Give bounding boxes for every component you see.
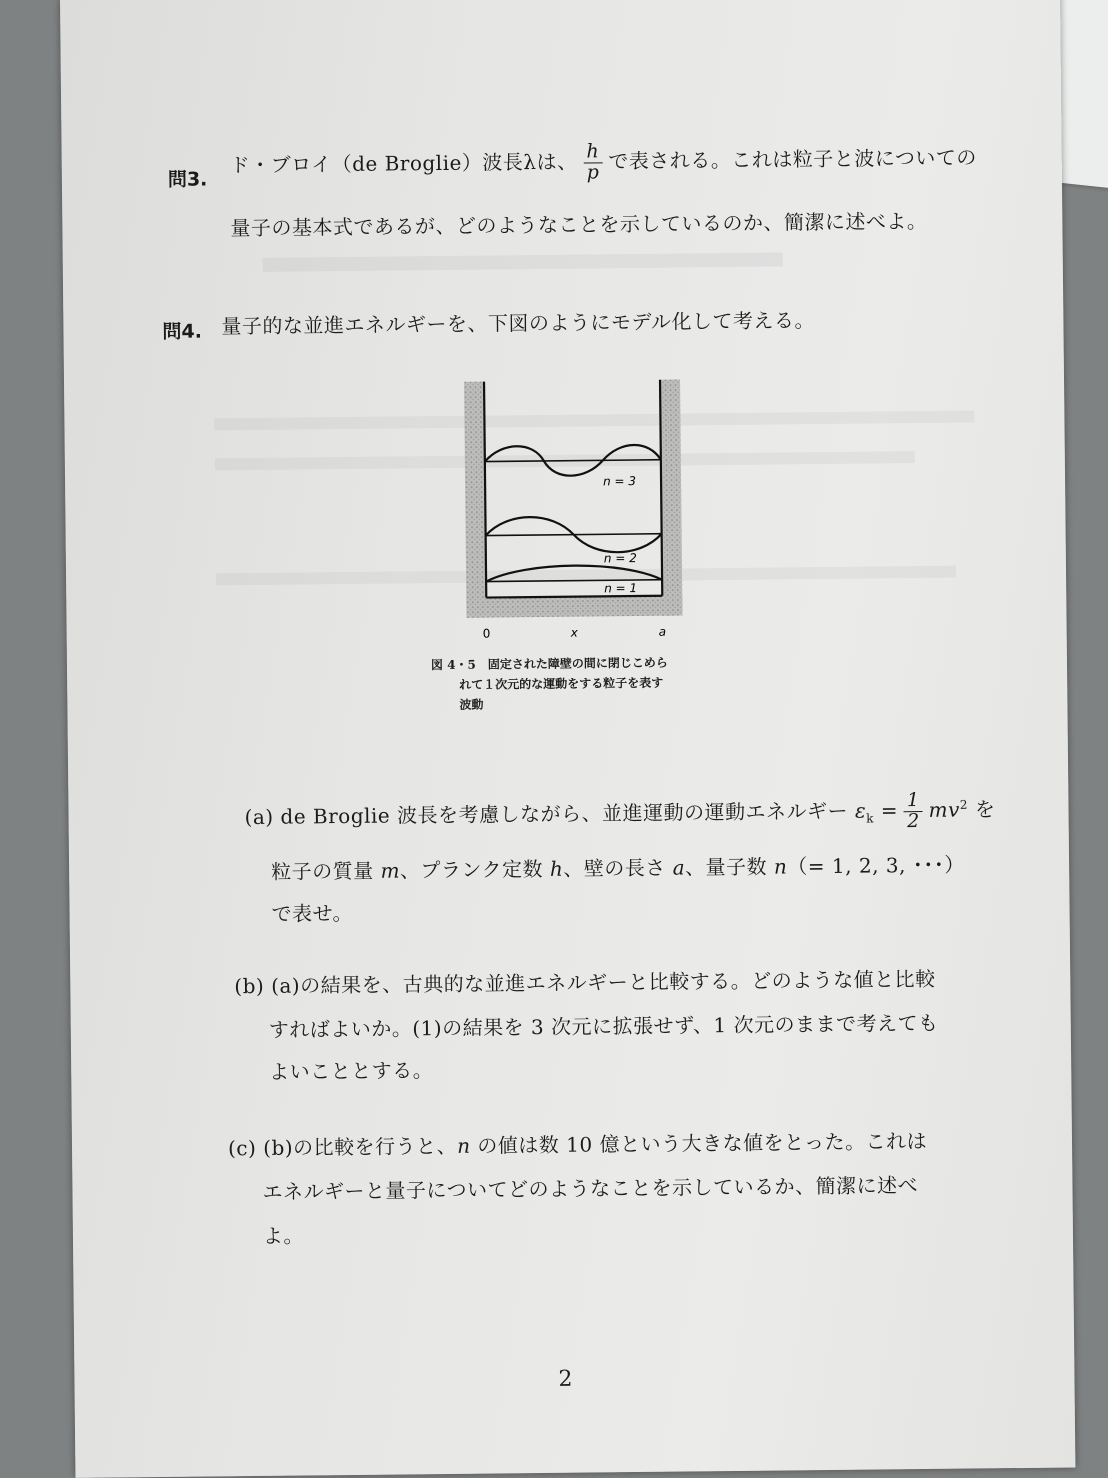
part-a-line-3: で表せ。 xyxy=(271,900,354,926)
question-3-line-1 xyxy=(230,138,978,187)
part-b-line-2: すればよいか。(1)の結果を 3 次元に拡張せず、1 次元のままで考えても xyxy=(268,1010,939,1042)
square-exponent: 2 xyxy=(959,797,969,812)
text-segment: の値は数 10 億という大きな値をとった。これは xyxy=(470,1128,928,1158)
part-a-text-prefix: de Broglie 波長を考慮しながら、並進運動の運動エネルギー xyxy=(280,798,849,829)
mv-term: mv xyxy=(928,797,960,822)
exam-page xyxy=(60,0,1075,1478)
fraction-denominator: p xyxy=(586,161,600,184)
part-a-text-suffix: を xyxy=(974,797,996,822)
text-segment: 、量子数 xyxy=(684,854,775,880)
planck-symbol: h xyxy=(549,856,564,881)
text-segment: 粒子の質量 xyxy=(271,858,381,884)
part-c-label: (c) xyxy=(227,1136,257,1161)
fraction-numerator: h xyxy=(583,142,602,163)
epsilon-symbol: ε xyxy=(854,798,867,823)
axis-origin-label: 0 xyxy=(482,626,491,641)
figure-caption-line-1: 図 4・5 固定された障壁の間に閉じこめら xyxy=(430,655,668,673)
question-4-number: 問4. xyxy=(162,320,203,343)
figure-caption-line-3: 波動 xyxy=(459,697,484,712)
part-c-line-1 xyxy=(228,1125,927,1161)
fraction-numerator: 1 xyxy=(904,791,923,812)
part-b-line-1 xyxy=(234,963,936,999)
quantum-number-symbol: n xyxy=(456,1133,471,1158)
part-c-line-2: エネルギーと量子についてどのようなことを示しているか、簡潔に述べ xyxy=(262,1173,919,1204)
quantum-number-symbol: n xyxy=(773,854,788,879)
length-symbol: a xyxy=(672,855,686,880)
bleed-through xyxy=(263,252,783,271)
part-b-line-3: よいこととする。 xyxy=(269,1058,434,1084)
particle-in-box-figure xyxy=(454,373,727,646)
part-a-label: (a) xyxy=(244,804,274,830)
text-segment: 、プランク定数 xyxy=(399,856,551,883)
page-number: 2 xyxy=(558,1366,573,1392)
right-wall xyxy=(660,380,682,616)
equals-sign: = xyxy=(880,798,899,823)
part-b-text: (a)の結果を、古典的な並進エネルギーと比較する。どのような値と比較 xyxy=(270,966,936,998)
one-half-fraction xyxy=(904,791,923,832)
level-n3 xyxy=(485,460,661,462)
text-segment: 、壁の長さ xyxy=(563,855,673,881)
part-b-label: (b) xyxy=(234,973,265,999)
epsilon-subscript: k xyxy=(866,811,875,826)
question-3-line-2: 量子の基本式であるが、どのようなことを示しているのか、簡潔に述べよ。 xyxy=(230,208,928,241)
mass-symbol: m xyxy=(380,858,401,883)
text-segment: （= 1, 2, 3, ･･･） xyxy=(787,852,965,879)
q3-text-prefix: ド・ブロイ（de Broglie）波長λは、 xyxy=(229,149,578,178)
h-over-p-fraction xyxy=(583,142,602,183)
part-a-line-2 xyxy=(271,849,965,885)
wave-n1 xyxy=(486,565,662,582)
axis-x-label: x xyxy=(570,625,578,640)
part-c-line-3: よ。 xyxy=(262,1223,305,1248)
figure-caption-line-2: れて１次元的な運動をする粒子を表す xyxy=(459,675,664,692)
left-wall xyxy=(464,382,486,618)
fraction-denominator: 2 xyxy=(907,809,920,833)
label-n3: n = 3 xyxy=(602,473,637,489)
question-3-number: 問3. xyxy=(167,168,208,191)
part-a-line-1 xyxy=(244,790,995,839)
axis-a-label: a xyxy=(658,624,667,639)
label-n1: n = 1 xyxy=(604,580,638,596)
text-segment: (b)の比較を行うと、 xyxy=(263,1133,458,1160)
floor xyxy=(466,596,682,618)
question-4-text: 量子的な並進エネルギーを、下図のようにモデル化して考える。 xyxy=(221,308,816,339)
q3-text-suffix: で表される。これは粒子と波についての xyxy=(608,145,977,174)
label-n2: n = 2 xyxy=(603,550,637,566)
